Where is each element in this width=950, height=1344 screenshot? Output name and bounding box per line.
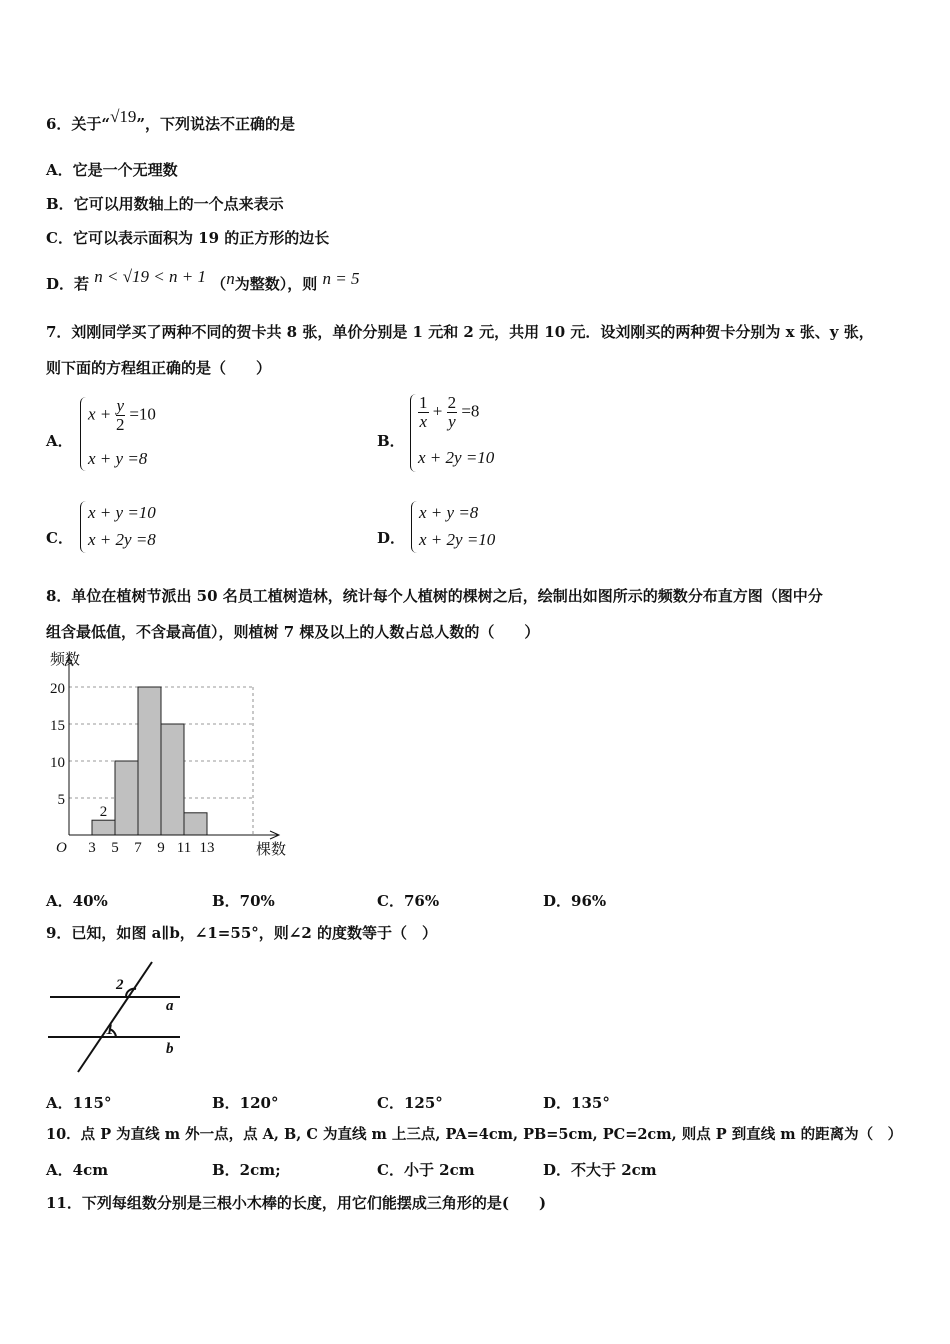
brace-icon bbox=[80, 397, 87, 471]
angle-1-label: 1 bbox=[106, 1022, 114, 1038]
q7-option-a-label: A． bbox=[46, 432, 73, 450]
q9-option-a: A．115° bbox=[46, 1094, 112, 1112]
transversal-line bbox=[78, 962, 152, 1072]
q11-stem: 11．下列每组数分别是三根小木棒的长度，用它们能摆成三角形的是( ) bbox=[46, 1194, 547, 1212]
x-tick-label-3: 3 bbox=[88, 840, 96, 856]
q6-option-b: B．它可以用数轴上的一个点来表示 bbox=[46, 195, 284, 213]
line-b-label: b bbox=[166, 1041, 174, 1057]
q7-option-d-system: x + y =8 x + 2y =10 bbox=[411, 501, 531, 555]
q7-option-b-system: $\frac{1}{x}$ + $\frac{2}{y}$ =8 x + 2y =10 bbox=[410, 394, 530, 474]
histogram-bar-5-7 bbox=[115, 761, 138, 835]
angle-2-label: 2 bbox=[116, 977, 124, 993]
q10-option-b: B．2cm; bbox=[212, 1161, 281, 1179]
q10-stem: 10．点 P 为直线 m 外一点，点 A, B, C 为直线 m 上三点, PA=4cm, PB=5cm, PC=2cm, 则点 P 到直线 m 的距离为（ ） bbox=[46, 1126, 903, 1143]
x-tick-label-9: 9 bbox=[157, 840, 165, 856]
brace-icon bbox=[411, 501, 418, 553]
x-tick-label-11: 11 bbox=[176, 840, 192, 856]
histogram-bar-11-13 bbox=[184, 813, 207, 835]
x-tick-label-7: 7 bbox=[134, 840, 142, 856]
q8-option-b: B．70% bbox=[212, 892, 275, 910]
q7-option-b-label: B． bbox=[377, 432, 405, 450]
q8-stem-line2: 组含最低值，不含最高值），则植树 7 棵及以上的人数占总人数的（ ） bbox=[46, 623, 540, 641]
q6-option-c: C．它可以表示面积为 19 的正方形的边长 bbox=[46, 229, 330, 247]
q8-stem-line1: 8．单位在植树节派出 50 名员工植树造林，统计每个人植树的棵树之后，绘制出如图所示的频数分布直方图（图中分 bbox=[46, 587, 823, 605]
q10-option-c: C．小于 2cm bbox=[377, 1161, 475, 1179]
y-tick-label-20: 20 bbox=[50, 681, 65, 697]
parallel-lines-figure bbox=[46, 958, 186, 1074]
q6-option-d-inequality: n < √19 < n + 1 bbox=[94, 267, 206, 286]
histogram-bar-7-9 bbox=[138, 687, 161, 835]
q9-option-c: C．125° bbox=[377, 1094, 443, 1112]
y-tick-label-5: 5 bbox=[57, 792, 65, 808]
q8-option-d: D．96% bbox=[543, 892, 607, 910]
q10-option-a: A．4cm bbox=[46, 1161, 109, 1179]
bar-data-label: 2 bbox=[99, 804, 108, 821]
q6-option-d-result: n = 5 bbox=[322, 269, 360, 288]
brace-icon bbox=[80, 501, 87, 553]
x-axis-label: 棵数 bbox=[256, 842, 287, 858]
q9-option-b: B．120° bbox=[212, 1094, 279, 1112]
x-tick-label-13: 13 bbox=[199, 840, 215, 856]
histogram-bar-9-11 bbox=[161, 724, 184, 835]
q8-option-c: C．76% bbox=[377, 892, 440, 910]
q7-option-c-system: x + y =10 x + 2y =8 bbox=[80, 501, 200, 555]
histogram-bar-3-5 bbox=[92, 820, 115, 835]
brace-icon bbox=[410, 394, 417, 472]
q7-stem-line1: 7．刘刚同学买了两种不同的贺卡共 8 张，单价分别是 1 元和 2 元，共用 10 元．设刘刚买的两种贺卡分别为 x 张、y 张， bbox=[46, 323, 874, 341]
y-tick-label-10: 10 bbox=[50, 755, 65, 771]
q7-stem-line2: 则下面的方程组正确的是（ ） bbox=[46, 359, 272, 377]
q9-option-d: D．135° bbox=[543, 1094, 610, 1112]
y-axis-label: 频数 bbox=[50, 652, 81, 668]
q8-option-a: A．40% bbox=[46, 892, 108, 910]
histogram-chart bbox=[40, 648, 300, 863]
q7-option-c-label: C． bbox=[46, 529, 73, 547]
q7-option-a-system: x + $\frac{y}{2}$ =10 x + y =8 bbox=[80, 397, 200, 473]
x-tick-label-5: 5 bbox=[111, 840, 119, 856]
q6-sqrt-expression: √19 bbox=[110, 107, 137, 126]
line-a-label: a bbox=[166, 998, 174, 1014]
q10-option-d: D．不大于 2cm bbox=[543, 1161, 657, 1179]
q6-option-a: A．它是一个无理数 bbox=[46, 161, 178, 179]
y-tick-label-15: 15 bbox=[50, 718, 65, 734]
q7-option-d-label: D． bbox=[377, 529, 406, 547]
q6-option-d: D．若 n < √19 < n + 1 （n为整数），则 n = 5 bbox=[46, 267, 360, 293]
q9-stem: 9．已知，如图 a∥b，∠1=55°，则∠2 的度数等于（ ） bbox=[46, 924, 437, 942]
origin-label: O bbox=[56, 840, 67, 856]
q6-stem: 6．关于“√19”，下列说法不正确的是 bbox=[46, 107, 296, 133]
